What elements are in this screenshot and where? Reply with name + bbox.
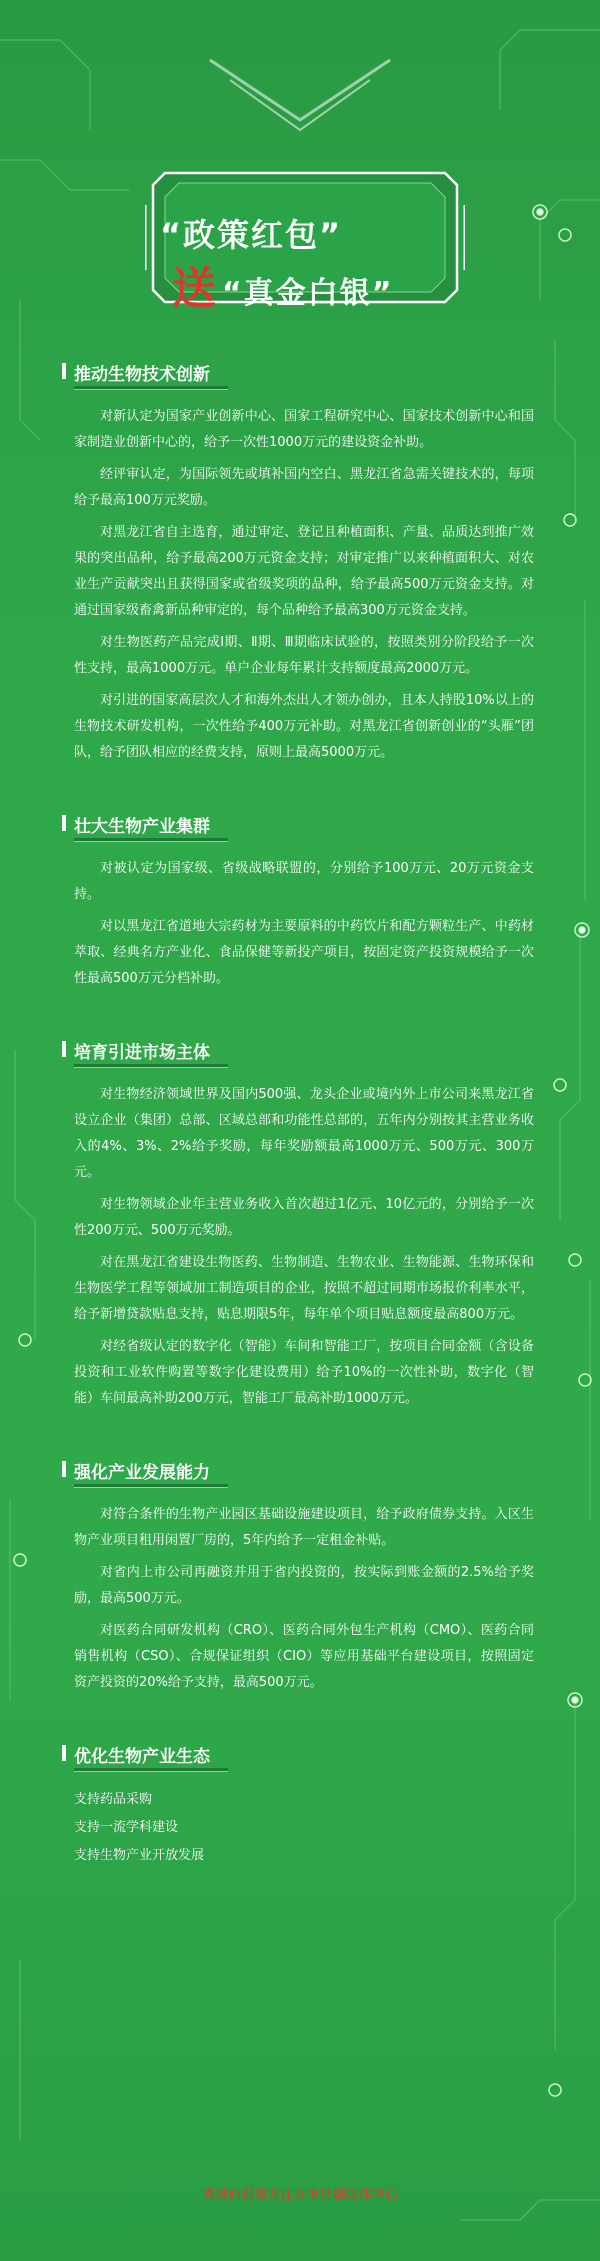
header-title-send: 送 (172, 263, 216, 314)
list-item: 支持生物产业开放发展 (74, 1848, 205, 1863)
section-title (74, 360, 210, 390)
paragraph: 对经省级认定的数字化（智能）车间和智能工厂，按项目合同金额（含设备投资和工业软件购置等数字化建设费用）给予10%的一次性补助，数字化（智能）车间最高补助200万元，智能工厂最高补助1000万元。 (74, 1339, 534, 1406)
paragraph: 对新认定为国家产业创新中心、国家工程研究中心、国家技术创新中心和国家制造业创新中心的，给予一次性1000万元的建设资金补助。 (74, 409, 534, 450)
title-mark (62, 815, 66, 831)
paragraph: 对被认定为国家级、省级战略联盟的，分别给予100万元、20万元资金支持。 (74, 861, 534, 902)
section-title-text: 培育引进市场主体 (74, 1043, 210, 1063)
section-title (74, 812, 210, 842)
title-mark (62, 1041, 66, 1057)
section-title-text: 强化产业发展能力 (74, 1463, 210, 1483)
section-ecology (74, 1742, 534, 1870)
paragraph: 对生物医药产品完成Ⅰ期、Ⅱ期、Ⅲ期临床试验的，按照类别分阶段给予一次性支持，最高1000万元。单户企业每年累计支持额度最高2000万元。 (74, 635, 534, 676)
paragraph: 对符合条件的生物产业园区基础设施建设项目，给予政府债券支持。入区生物产业项目租用闲置厂房的，5年内给予一定租金补贴。 (74, 1507, 534, 1548)
section-title (74, 1038, 210, 1068)
section-title-text: 优化生物产业生态 (74, 1747, 210, 1767)
title-mark (62, 363, 66, 379)
section-title-text: 壮大生物产业集群 (74, 817, 210, 837)
section-title-text: 推动生物技术创新 (74, 365, 210, 385)
title-mark (62, 1461, 66, 1477)
paragraph: 对生物领域企业年主营业务收入首次超过1亿元、10亿元的，分别给予一次性200万元、500万元奖励。 (74, 1197, 534, 1238)
paragraph: 对省内上市公司再融资并用于省内投资的，按实际到账金额的2.5%给予奖励，最高500万元。 (74, 1565, 534, 1606)
header-title-line1: “政策红包” (160, 216, 343, 254)
paragraph: 对在黑龙江省建设生物医药、生物制造、生物农业、生物能源、生物环保和生物医学工程等领域加工制造项目的企业，按照不超过同期市场报价利率水平，给予新增贷款贴息支持，贴息期限5年，每年单个项目贴息额度最高800万元。 (74, 1255, 534, 1322)
paragraph: 对生物经济领域世界及国内500强、龙头企业或境内外上市公司来黑龙江省设立企业（集团）总部、区域总部和功能性总部的，五年内分别按其主营业务收入的4%、3%、2%给予奖励，每年奖励额最高1000万元、500万元、300万元。 (74, 1087, 534, 1180)
section-title (74, 1458, 210, 1488)
content (74, 360, 534, 1870)
header-title-line2 (172, 252, 393, 316)
paragraph: 对以黑龙江省道地大宗药材为主要原料的中药饮片和配方颗粒生产、中药材萃取、经典名方产业化、食品保健等新投产项目，按固定资产投资规模给予一次性最高500万元分档补助。 (74, 919, 534, 986)
paragraph: 对引进的国家高层次人才和海外杰出人才领办创办，且本人持股10%以上的生物技术研发机构，一次性给予400万元补助。对黑龙江省创新创业的“头雁”团队，给予团队相应的经费支持，原则上最高5000万元。 (74, 693, 534, 760)
section-innovation (74, 360, 534, 766)
section-title (74, 1742, 210, 1772)
paragraph: 对医药合同研发机构（CRO）、医药合同外包生产机构（CMO）、医药合同销售机构（CSO）、合规保证组织（CIO）等应用基础平台建设项目，按照固定资产投资的20%给予支持，最高500万元。 (74, 1623, 534, 1690)
section-cluster (74, 812, 534, 992)
section-market (74, 1038, 534, 1412)
paragraph: 经评审认定，为国际领先或填补国内空白、黑龙江省急需关键技术的，每项给予最高100万元奖励。 (74, 467, 534, 508)
section-capability (74, 1458, 534, 1696)
header-title-rest: “真金白银” (222, 276, 394, 311)
paragraph: 对黑龙江省自主选育，通过审定、登记且种植面积、产量、品质达到推广效果的突出品种，给予最高200万元资金支持；对审定推广以来种植面积大、对农业生产贡献突出且获得国家或省级奖项的品种，给予最高500万元资金支持。对通过国家级畜禽新品种审定的，每个品种给予最高300万元资金支持。 (74, 525, 534, 618)
title-mark (62, 1745, 66, 1761)
list-item: 支持药品采购 (74, 1792, 153, 1807)
footer-source: 香港商报黑龙江办事处融媒体中心 (202, 2188, 398, 2203)
list-item: 支持一流学科建设 (74, 1820, 179, 1835)
